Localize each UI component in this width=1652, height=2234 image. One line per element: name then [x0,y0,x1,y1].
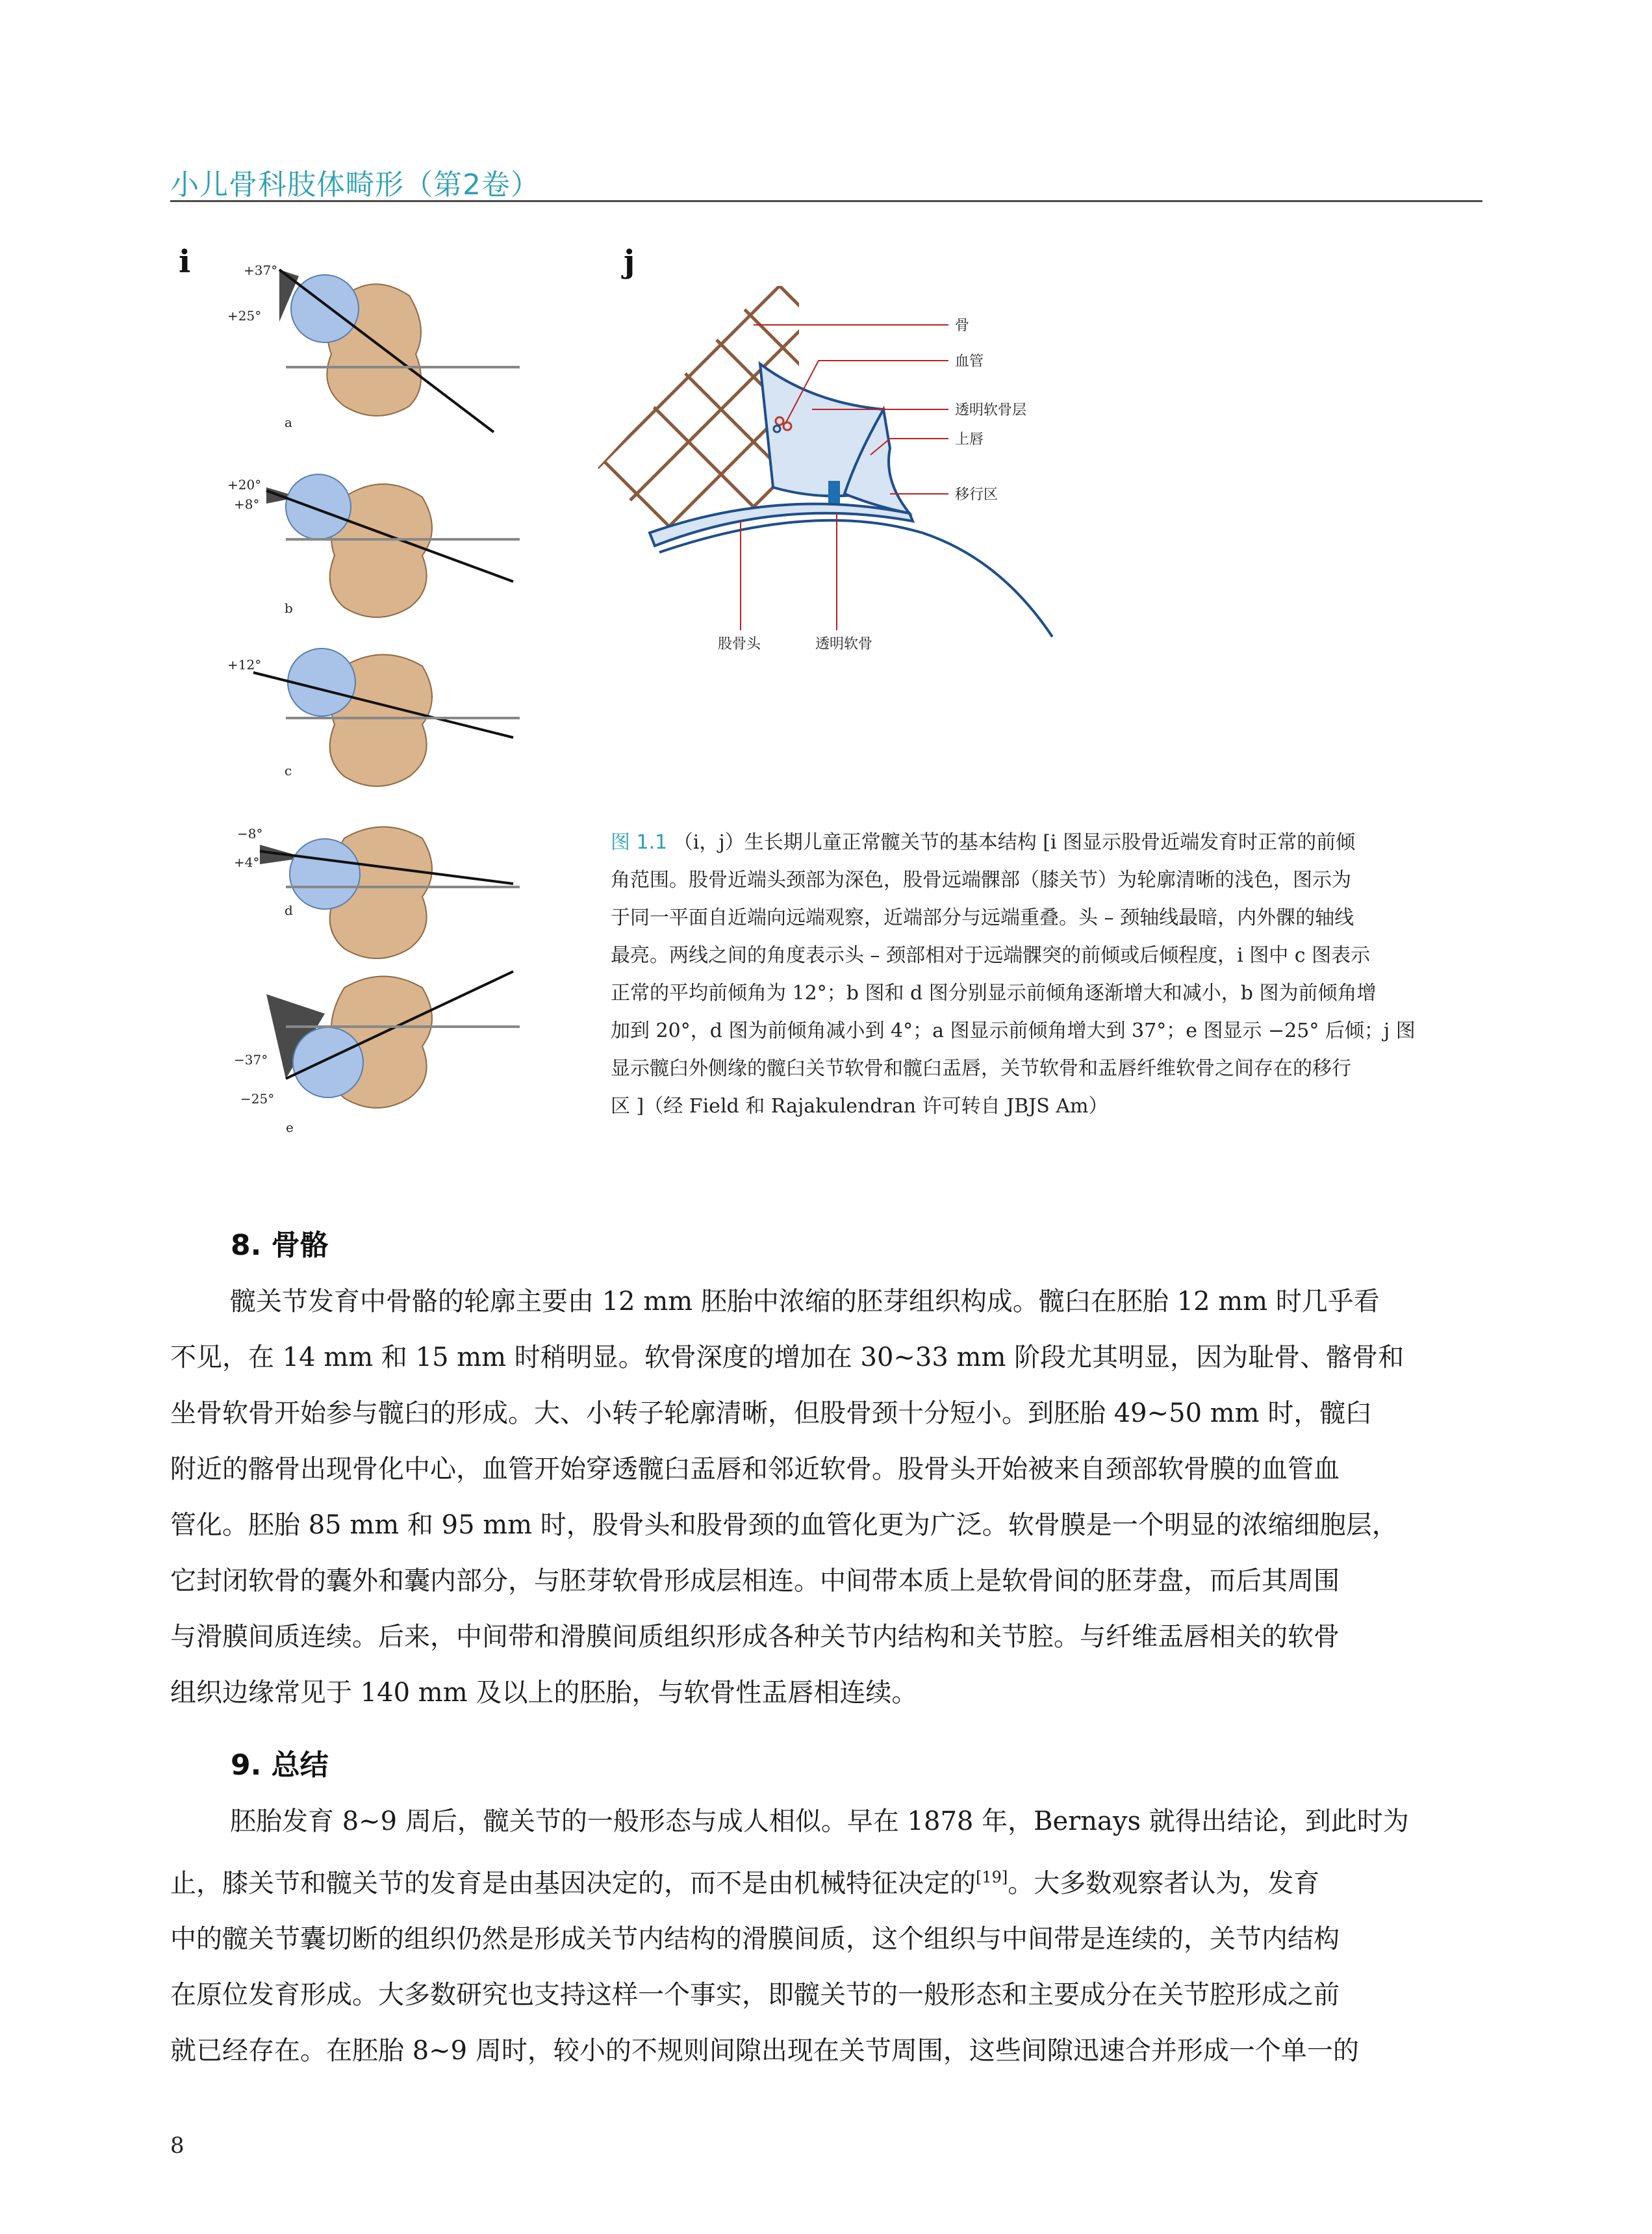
section-heading-skeleton: 8. 骨骼 [231,1229,329,1262]
body-line: 附近的髂骨出现骨化中心，血管开始穿透髋臼盂唇和邻近软骨。股骨头开始被来自颈部软骨膜的血管血 [170,1454,1340,1484]
figure-panel-j [585,273,1117,663]
caption-line: 正常的平均前倾角为 12°；b 图和 d 图分别显示前倾角逐渐增大和减小，b 图为前倾角增 [611,982,1377,1005]
body-line: 管化。胚胎 85 mm 和 95 mm 时，股骨头和股骨颈的血管化更为广泛。软骨膜是一个明显的浓缩细胞层， [170,1510,1398,1540]
angle-label-a2: +25° [227,308,262,324]
citation-ref: [19] [976,1868,1008,1886]
caption-line: 加到 20°，d 图为前倾角减小到 4°；a 图显示前倾角增大到 37°；e 图显示 −25° 后倾；j 图 [611,1020,1416,1042]
label-hyaline-cartilage: 透明软骨 [815,636,873,652]
label-bone: 骨 [955,318,970,334]
angle-label-b1: +20° [227,477,262,493]
femoral-head-cartilage [650,504,913,546]
running-title: 小儿骨科肢体畸形（第2卷） [170,168,540,201]
sub-label-a: a [285,415,292,430]
angle-label-b2: +8° [234,496,260,512]
femoral-head-e [293,1027,363,1098]
label-femoral-head: 股骨头 [718,636,761,652]
body-line: 胚胎发育 8~9 周后，髋关节的一般形态与成人相似。早在 1878 年，Bernays 就得出结论，到此时为 [230,1806,1409,1836]
section-body-skeleton [170,1274,1482,1721]
femur-diagram-a [227,263,520,432]
label-vessel: 血管 [955,353,984,370]
femoral-head-b [286,474,351,539]
caption-line: 角范围。股骨近端头颈部为深色，股骨远端髁部（膝关节）为轮廓清晰的浅色，图示为 [611,869,1351,892]
sub-label-c: c [285,763,292,778]
caption-line: 区 ]（经 Field 和 Rajakulendran 许可转自 JBJS Am） [611,1095,1108,1118]
body-line: 不见，在 14 mm 和 15 mm 时稍明显。软骨深度的增加在 30~33 mm 阶段尤其明显，因为耻骨、髂骨和 [170,1342,1404,1372]
femur-diagram-e [234,971,520,1135]
angle-label-d2: +4° [234,854,260,870]
body-line: 在原位发育形成。大多数研究也支持这样一个事实，即髋关节的一般形态和主要成分在关节腔形成之前 [170,1980,1340,2010]
femoral-head-outline [659,520,1052,637]
body-line: 髋关节发育中骨骼的轮廓主要由 12 mm 胚胎中浓缩的胚芽组织构成。髋臼在胚胎 12 mm 时几乎看 [230,1287,1380,1316]
angle-label-e1: −37° [234,1052,268,1068]
panel-letter-i: i [179,244,191,280]
caption-line: 最亮。两线之间的角度表示头 – 颈部相对于远端髁突的前倾或后倾程度，i 图中 c 图表示 [611,944,1371,967]
femur-diagram-d [234,826,520,958]
label-labrum: 上唇 [955,431,984,448]
body-line [170,1849,1482,1911]
body-line-tail: 。大多数观察者认为，发育 [1008,1868,1320,1899]
caption-line [611,824,1468,862]
femur-diagram-c [227,648,520,786]
sub-label-b: b [285,600,293,616]
femoral-head-c [288,648,355,716]
caption-text: （i，j）生长期儿童正常髋关节的基本结构 [i 图显示股骨近端发育时正常的前倾 [673,831,1356,854]
body-line: 中的髋关节囊切断的组织仍然是形成关节内结构的滑膜间质，这个组织与中间带是连续的，关节内结构 [170,1924,1340,1955]
femoral-head-d [290,839,360,909]
section-heading-summary: 9. 总结 [231,1749,329,1782]
body-line-text: 止，膝关节和髋关节的发育是由基因决定的，而不是由机械特征决定的 [170,1868,976,1899]
femur-diagram-b [227,474,520,617]
angle-label-a1: +37° [244,263,278,278]
label-hyaline-layer: 透明软骨层 [955,402,1027,418]
angle-label-e2: −25° [240,1091,275,1107]
caption-line: 于同一平面自近端向远端观察，近端部分与远端重叠。头 – 颈轴线最暗，内外髁的轴线 [611,906,1354,929]
angle-label-d1: −8° [237,826,263,841]
caption-line: 显示髋臼外侧缘的髋臼关节软骨和髋臼盂唇，关节软骨和盂唇纤维软骨之间存在的移行 [611,1057,1351,1080]
figure-panel-i [214,257,552,1147]
label-transition-zone: 移行区 [955,487,998,503]
page-number: 8 [170,2133,184,2159]
figure-caption [611,824,1468,1125]
header-rule [170,200,1482,202]
panel-letter-j: j [624,244,635,280]
sub-label-e: e [286,1120,294,1135]
body-line: 坐骨软骨开始参与髋臼的形成。大、小转子轮廓清晰，但股骨颈十分短小。到胚胎 49~50 mm 时，髋臼 [170,1398,1372,1428]
caption-label: 图 1.1 [611,831,668,854]
section-body-summary [170,1793,1482,2079]
body-line: 组织边缘常见于 140 mm 及以上的胚胎，与软骨性盂唇相连续。 [170,1678,918,1708]
angle-label-c1: +12° [227,657,262,673]
sub-label-d: d [285,903,293,918]
body-line: 它封闭软骨的囊外和囊内部分，与胚芽软骨形成层相连。中间带本质上是软骨间的胚芽盘，而后其周围 [170,1566,1340,1596]
body-line: 与滑膜间质连续。后来，中间带和滑膜间质组织形成各种关节内结构和关节腔。与纤维盂唇相关的软骨 [170,1622,1340,1652]
body-line: 就已经存在。在胚胎 8~9 周时，较小的不规则间隙出现在关节周围，这些间隙迅速合并形成一个单一的 [170,2036,1359,2066]
